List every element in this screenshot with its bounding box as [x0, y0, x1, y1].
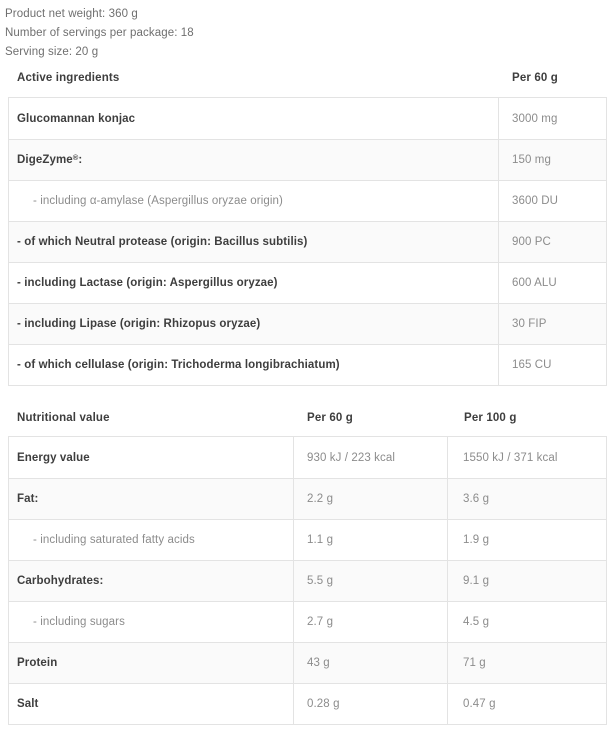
nutrient-name: Salt	[17, 698, 39, 710]
nutrient-value-per-60g: 1.1 g	[294, 520, 448, 560]
ingredient-value: 600 ALU	[512, 277, 557, 289]
ingredient-value: 165 CU	[512, 359, 552, 371]
ingredient-value: 30 FIP	[512, 318, 547, 330]
nutrient-value-per-100g: 4.5 g	[463, 616, 490, 628]
ingredient-label	[9, 98, 499, 139]
column-header-per-60g: Per 60 g	[512, 72, 558, 84]
nutrient-value-per-100g: 3.6 g	[463, 493, 490, 505]
nutrient-name: Protein	[17, 657, 58, 669]
active-ingredients-header	[8, 72, 607, 84]
ingredient-name: - including Lipase (origin: Rhizopus oryzae)	[17, 318, 261, 330]
table-row	[9, 478, 606, 519]
nutrient-value-per-100g: 1.9 g	[463, 534, 490, 546]
table-row	[9, 98, 606, 139]
nutrient-name: Fat:	[17, 493, 39, 505]
nutritional-value-header	[8, 412, 607, 424]
nutrient-value-per-100g: 0.47 g	[463, 698, 496, 710]
servings-per-package: Number of servings per package: 18	[5, 27, 194, 39]
ingredient-name: - including α-amylase (Aspergillus oryzae origin)	[33, 195, 283, 207]
nutritional-value-table	[8, 436, 607, 725]
ingredient-label	[9, 181, 499, 221]
table-row	[9, 139, 606, 180]
section-title-nutritional-value: Nutritional value	[17, 412, 110, 424]
table-row	[9, 560, 606, 601]
active-ingredients-table	[8, 97, 607, 386]
ingredient-label	[9, 222, 499, 262]
table-row	[9, 344, 606, 385]
table-row	[9, 437, 606, 478]
ingredient-value: 900 PC	[512, 236, 551, 248]
nutrient-value-per-60g: 2.2 g	[294, 479, 448, 519]
nutrient-label	[9, 684, 294, 724]
ingredient-name: DigeZyme	[17, 154, 73, 166]
table-row	[9, 519, 606, 560]
nutrient-value-per-60g: 0.28 g	[294, 684, 448, 724]
nutrient-name: Carbohydrates:	[17, 575, 104, 587]
column-header-per-100g: Per 100 g	[464, 412, 517, 424]
nutrient-value-per-100g: 1550 kJ / 371 kcal	[463, 451, 558, 464]
table-row	[9, 601, 606, 642]
table-row	[9, 683, 606, 724]
nutrient-label	[9, 437, 294, 478]
product-net-weight: Product net weight: 360 g	[5, 8, 138, 20]
table-row	[9, 642, 606, 683]
table-row	[9, 221, 606, 262]
nutrient-label	[9, 643, 294, 683]
product-info	[0, 5, 615, 62]
registered-trademark-symbol: ®	[72, 152, 79, 162]
ingredient-value: 150 mg	[512, 154, 551, 166]
ingredient-name: - of which Neutral protease (origin: Bacillus subtilis)	[17, 236, 308, 248]
nutrient-value-per-60g: 5.5 g	[294, 561, 448, 601]
label-suffix: :	[78, 154, 83, 166]
ingredient-label	[9, 263, 499, 303]
ingredient-value: 3600 DU	[512, 195, 559, 207]
nutrient-name: - including sugars	[33, 616, 125, 628]
ingredient-label	[9, 304, 499, 344]
nutrient-label	[9, 520, 294, 560]
ingredient-name: Glucomannan konjac	[17, 112, 136, 125]
table-row	[9, 303, 606, 344]
nutrient-value-per-60g: 2.7 g	[294, 602, 448, 642]
ingredient-value: 3000 mg	[512, 112, 558, 125]
nutrient-value-per-100g: 71 g	[463, 657, 486, 669]
nutrient-label	[9, 602, 294, 642]
ingredient-label	[9, 140, 499, 180]
section-title-active-ingredients: Active ingredients	[17, 72, 120, 84]
table-row	[9, 262, 606, 303]
nutrient-label	[9, 561, 294, 601]
ingredient-label	[9, 345, 499, 385]
nutrient-name: - including saturated fatty acids	[33, 534, 195, 546]
nutrient-value-per-60g: 43 g	[294, 643, 448, 683]
ingredient-name: - including Lactase (origin: Aspergillus oryzae)	[17, 277, 278, 289]
nutrient-label	[9, 479, 294, 519]
serving-size: Serving size: 20 g	[5, 46, 99, 58]
nutrient-value-per-60g: 930 kJ / 223 kcal	[294, 437, 448, 478]
table-row	[9, 180, 606, 221]
nutrient-value-per-100g: 9.1 g	[463, 575, 490, 587]
nutrient-name: Energy value	[17, 451, 90, 464]
ingredient-name: - of which cellulase (origin: Trichoderma longibrachiatum)	[17, 359, 340, 371]
column-header-per-60g: Per 60 g	[307, 412, 353, 424]
